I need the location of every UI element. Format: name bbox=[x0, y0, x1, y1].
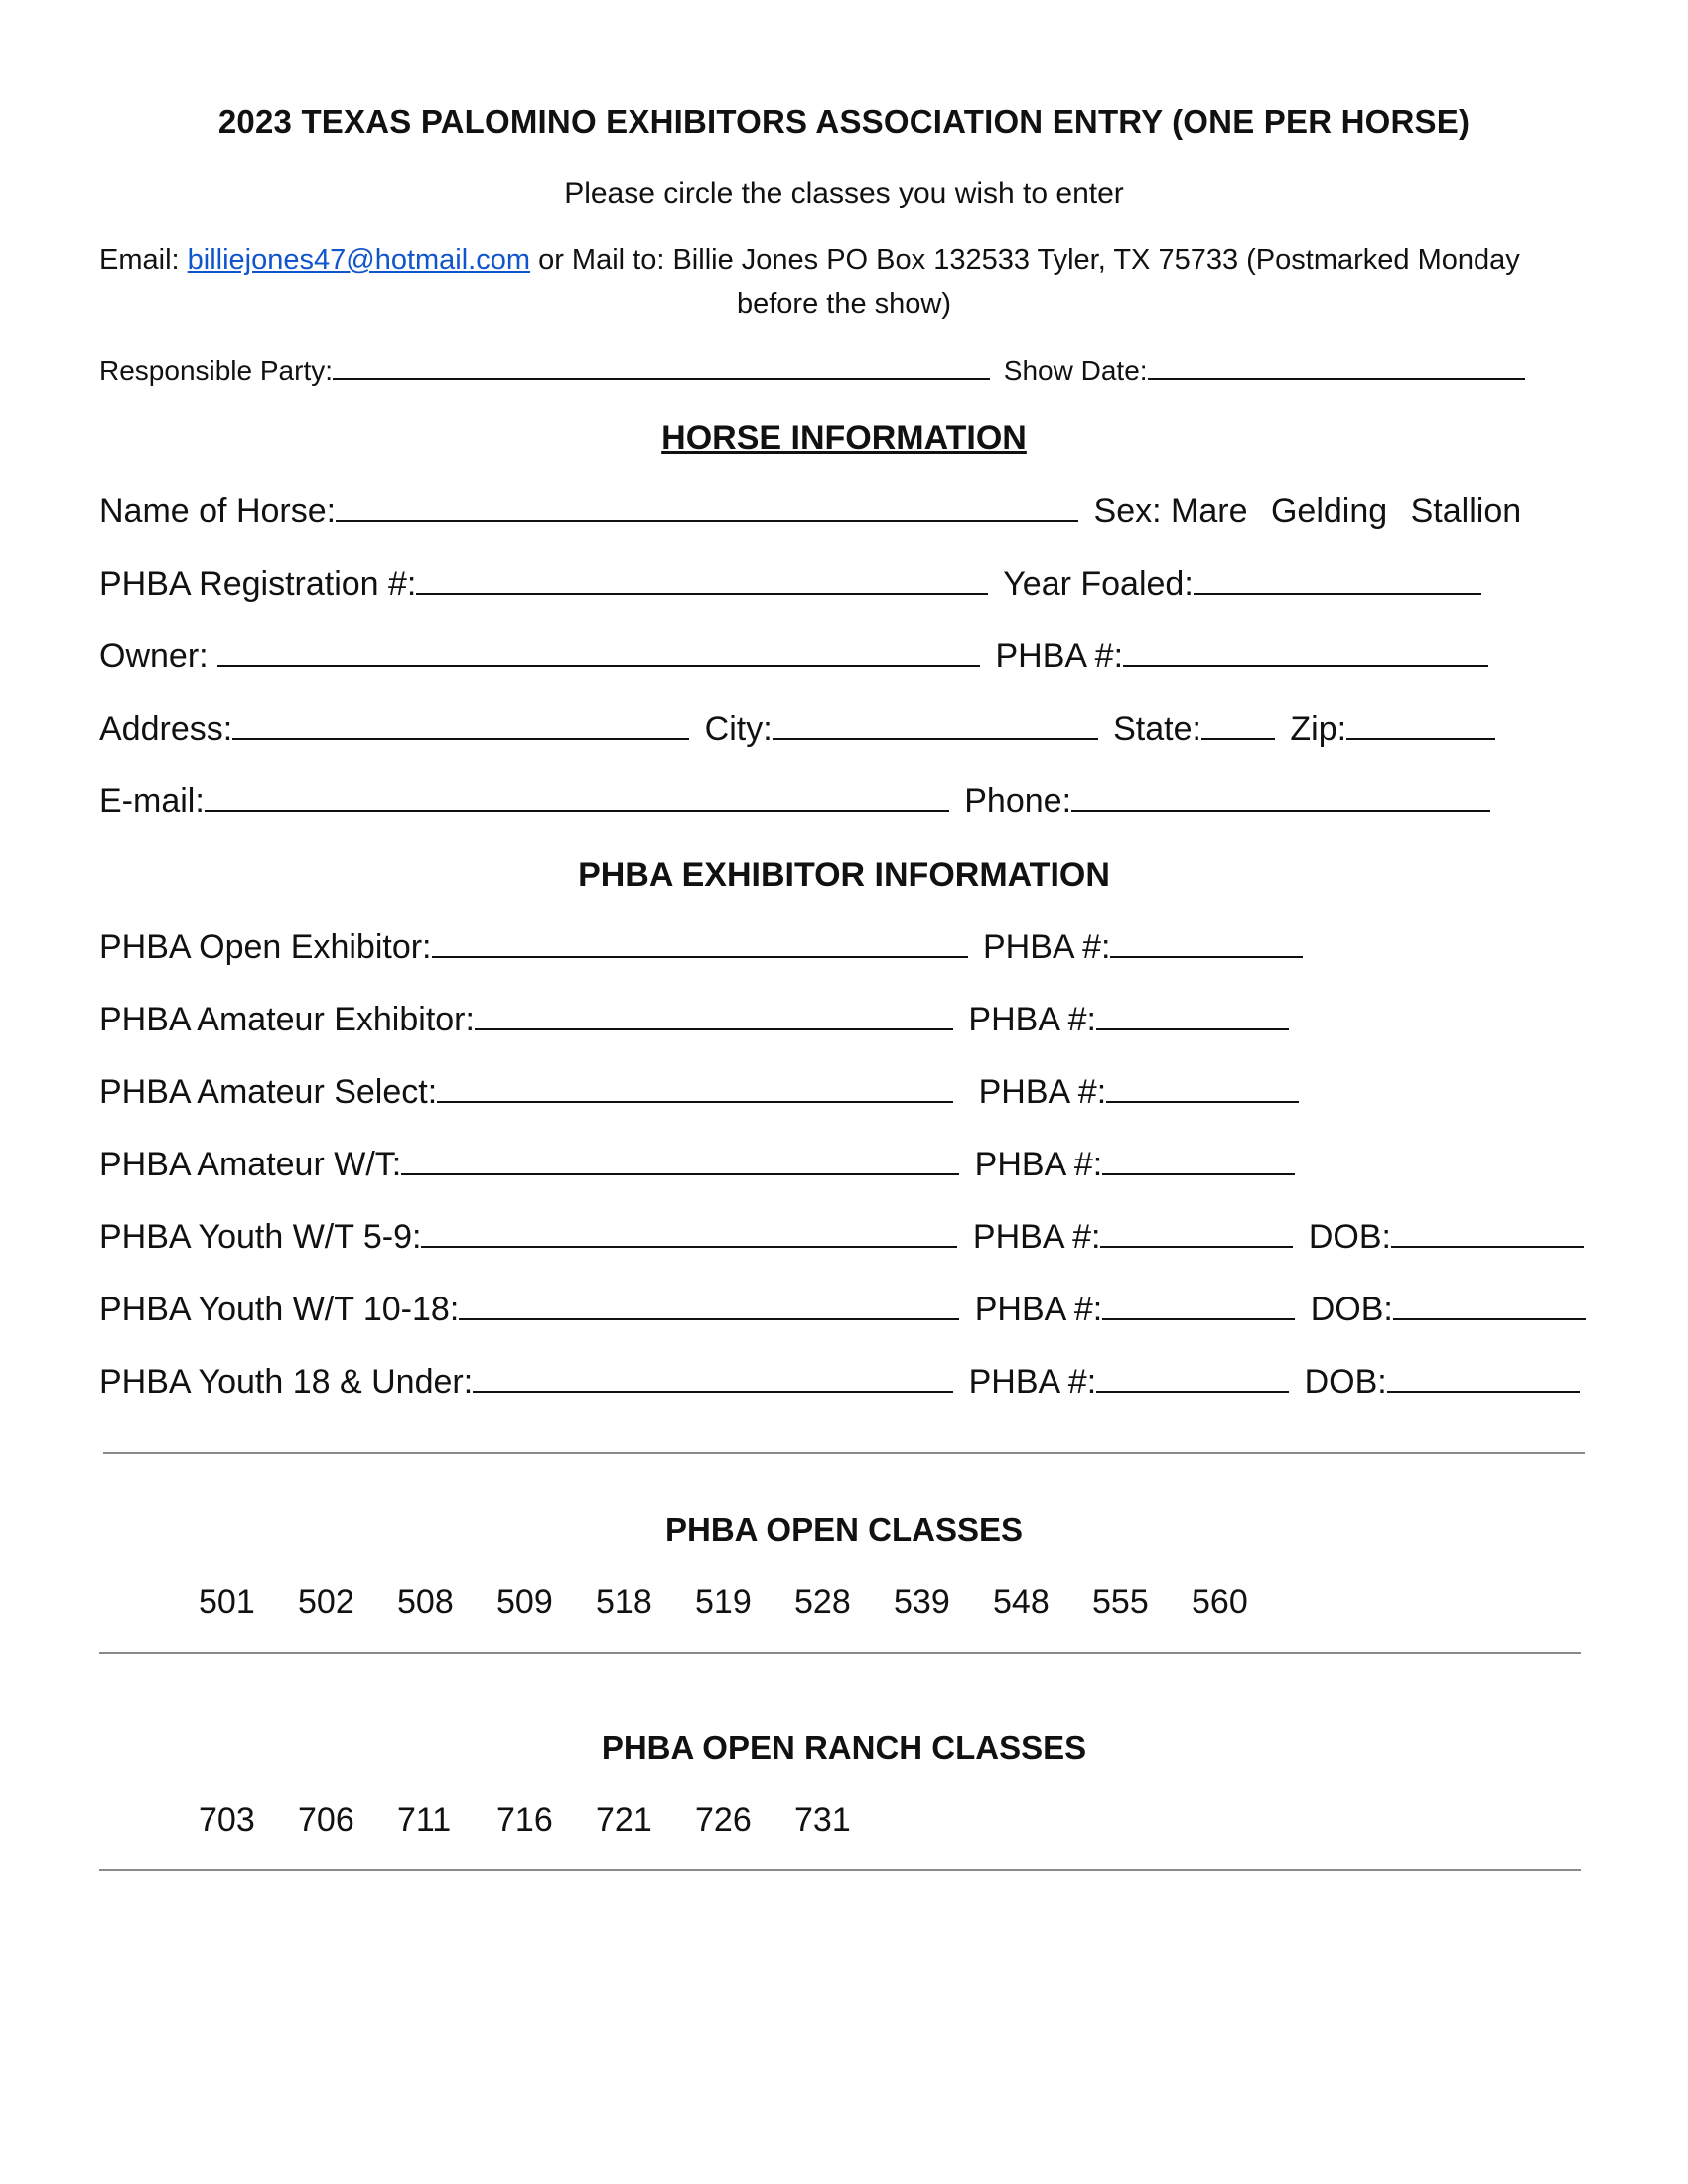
instruction-text: Please circle the classes you wish to enter bbox=[564, 177, 1124, 209]
exhibitor-name-field[interactable] bbox=[473, 1391, 953, 1393]
exhibitor-dob-field[interactable] bbox=[1391, 1246, 1584, 1248]
exhibitor-phba-field[interactable] bbox=[1096, 1028, 1289, 1030]
sex-option-stallion[interactable]: Stallion bbox=[1410, 492, 1522, 530]
class-number[interactable]: 502 bbox=[298, 1583, 354, 1621]
owner-phba-field[interactable] bbox=[1123, 665, 1488, 667]
show-date-label: Show Date: bbox=[1003, 355, 1148, 386]
ranch-classes-heading: PHBA OPEN RANCH CLASSES bbox=[601, 1729, 1087, 1766]
city-label: City: bbox=[704, 710, 773, 748]
class-number[interactable]: 706 bbox=[298, 1801, 354, 1839]
form-title: 2023 TEXAS PALOMINO EXHIBITORS ASSOCIATION ENTRY (ONE PER HORSE) bbox=[217, 103, 1471, 140]
exhibitor-phba-label: PHBA #: bbox=[968, 1363, 1097, 1401]
class-number[interactable]: 509 bbox=[496, 1583, 553, 1621]
exhibitor-row-amateur-select bbox=[99, 1073, 1305, 1112]
horse-info-heading: HORSE INFORMATION bbox=[661, 419, 1027, 457]
class-number[interactable]: 711 bbox=[397, 1801, 452, 1839]
exhibitor-phba-field[interactable] bbox=[1102, 1318, 1295, 1320]
section-divider bbox=[103, 1452, 1585, 1454]
exhibitor-label: PHBA Youth 18 & Under: bbox=[99, 1363, 474, 1401]
exhibitor-row-youth-wt-5-9 bbox=[99, 1218, 1590, 1257]
exhibitor-phba-field[interactable] bbox=[1106, 1101, 1299, 1103]
exhibitor-phba-field[interactable] bbox=[1096, 1391, 1289, 1393]
sex-option-mare[interactable]: Mare bbox=[1171, 492, 1248, 530]
state-field[interactable] bbox=[1201, 738, 1275, 740]
exhibitor-dob-label: DOB: bbox=[1308, 1218, 1391, 1256]
class-number[interactable]: 519 bbox=[695, 1583, 752, 1621]
horse-name-field[interactable] bbox=[336, 520, 1078, 522]
exhibitor-name-field[interactable] bbox=[401, 1173, 959, 1175]
registration-label: PHBA Registration #: bbox=[99, 565, 417, 603]
class-number[interactable]: 539 bbox=[894, 1583, 950, 1621]
exhibitor-name-field[interactable] bbox=[437, 1101, 953, 1103]
zip-field[interactable] bbox=[1346, 738, 1495, 740]
address-label: Address: bbox=[99, 710, 233, 748]
exhibitor-info-heading: PHBA EXHIBITOR INFORMATION bbox=[578, 856, 1110, 893]
class-number[interactable]: 518 bbox=[596, 1583, 652, 1621]
exhibitor-phba-label: PHBA #: bbox=[974, 1146, 1103, 1183]
exhibitor-phba-label: PHBA #: bbox=[982, 928, 1111, 966]
owner-phba-label: PHBA #: bbox=[995, 637, 1124, 675]
contact-line-1 bbox=[99, 244, 1520, 277]
class-number[interactable]: 716 bbox=[496, 1801, 553, 1839]
class-number[interactable]: 528 bbox=[794, 1583, 851, 1621]
exhibitor-row-youth-wt-10-18 bbox=[99, 1291, 1592, 1329]
sex-option-gelding[interactable]: Gelding bbox=[1270, 492, 1388, 530]
exhibitor-dob-field[interactable] bbox=[1393, 1318, 1586, 1320]
phone-label: Phone: bbox=[964, 782, 1072, 820]
phone-field[interactable] bbox=[1071, 810, 1490, 812]
exhibitor-name-field[interactable] bbox=[421, 1246, 957, 1248]
horse-name-row bbox=[99, 492, 1521, 531]
registration-row bbox=[99, 565, 1487, 604]
address-row bbox=[99, 710, 1501, 749]
exhibitor-row-amateur-wt bbox=[99, 1146, 1301, 1184]
show-date-field[interactable] bbox=[1148, 378, 1525, 380]
mail-to-text: or Mail to: Billie Jones PO Box 132533 Tyler, TX 75733 (Postmarked Monday bbox=[538, 244, 1520, 276]
exhibitor-name-field[interactable] bbox=[432, 956, 968, 958]
exhibitor-label: PHBA Amateur Exhibitor: bbox=[99, 1001, 475, 1038]
zip-label: Zip: bbox=[1290, 710, 1347, 748]
responsible-party-row bbox=[99, 355, 1531, 387]
exhibitor-phba-field[interactable] bbox=[1110, 956, 1303, 958]
address-field[interactable] bbox=[232, 738, 689, 740]
exhibitor-dob-label: DOB: bbox=[1304, 1363, 1387, 1401]
exhibitor-phba-label: PHBA #: bbox=[972, 1218, 1101, 1256]
responsible-party-label: Responsible Party: bbox=[99, 355, 334, 386]
exhibitor-phba-field[interactable] bbox=[1100, 1246, 1293, 1248]
class-number[interactable]: 501 bbox=[199, 1583, 255, 1621]
class-number[interactable]: 721 bbox=[596, 1801, 652, 1839]
exhibitor-row-youth-18-under bbox=[99, 1363, 1586, 1402]
year-foaled-field[interactable] bbox=[1194, 593, 1481, 595]
registration-field[interactable] bbox=[416, 593, 988, 595]
email-link[interactable]: billiejones47@hotmail.com bbox=[187, 244, 531, 276]
exhibitor-name-field[interactable] bbox=[475, 1028, 953, 1030]
year-foaled-label: Year Foaled: bbox=[1003, 565, 1194, 603]
open-classes-heading: PHBA OPEN CLASSES bbox=[664, 1511, 1023, 1548]
contact-line-2: before the show) bbox=[736, 288, 951, 320]
owner-field[interactable] bbox=[217, 665, 980, 667]
exhibitor-phba-label: PHBA #: bbox=[974, 1291, 1103, 1328]
horse-email-label: E-mail: bbox=[99, 782, 205, 820]
owner-row bbox=[99, 637, 1494, 676]
class-number[interactable]: 508 bbox=[397, 1583, 454, 1621]
email-prefix: Email: bbox=[99, 244, 180, 276]
responsible-party-field[interactable] bbox=[333, 378, 990, 380]
class-number[interactable]: 555 bbox=[1092, 1583, 1149, 1621]
class-number[interactable]: 548 bbox=[993, 1583, 1050, 1621]
exhibitor-dob-label: DOB: bbox=[1310, 1291, 1393, 1328]
exhibitor-label: PHBA Youth W/T 10-18: bbox=[99, 1291, 460, 1328]
class-number[interactable]: 731 bbox=[794, 1801, 851, 1839]
exhibitor-label: PHBA Amateur Select: bbox=[99, 1073, 438, 1111]
exhibitor-label: PHBA Amateur W/T: bbox=[99, 1146, 402, 1183]
exhibitor-dob-field[interactable] bbox=[1387, 1391, 1580, 1393]
horse-email-field[interactable] bbox=[205, 810, 949, 812]
state-label: State: bbox=[1113, 710, 1201, 748]
exhibitor-label: PHBA Open Exhibitor: bbox=[99, 928, 432, 966]
class-number[interactable]: 726 bbox=[695, 1801, 752, 1839]
email-phone-row bbox=[99, 782, 1496, 821]
section-divider bbox=[99, 1652, 1581, 1654]
exhibitor-row-amateur bbox=[99, 1001, 1295, 1039]
exhibitor-row-open bbox=[99, 928, 1309, 967]
owner-label: Owner: bbox=[99, 637, 209, 675]
exhibitor-label: PHBA Youth W/T 5-9: bbox=[99, 1218, 422, 1256]
horse-name-label: Name of Horse: bbox=[99, 492, 337, 530]
class-number[interactable]: 703 bbox=[199, 1801, 255, 1839]
exhibitor-phba-field[interactable] bbox=[1102, 1173, 1295, 1175]
class-number[interactable]: 560 bbox=[1192, 1583, 1248, 1621]
exhibitor-phba-label: PHBA #: bbox=[978, 1073, 1107, 1111]
exhibitor-name-field[interactable] bbox=[459, 1318, 959, 1320]
city-field[interactable] bbox=[773, 738, 1098, 740]
sex-label: Sex: bbox=[1093, 492, 1162, 530]
section-divider bbox=[99, 1869, 1581, 1871]
exhibitor-phba-label: PHBA #: bbox=[968, 1001, 1096, 1038]
